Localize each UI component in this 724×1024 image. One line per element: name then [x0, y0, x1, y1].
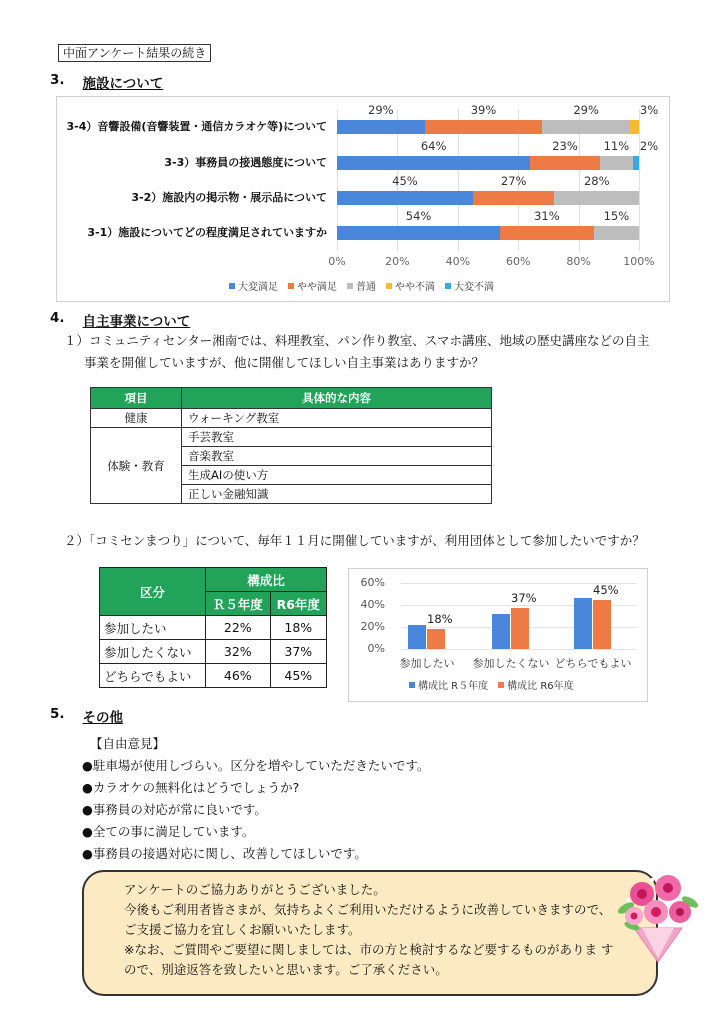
chart-legend — [409, 677, 574, 692]
data-label: 54% — [405, 209, 432, 223]
y-tick-label: 20% — [360, 620, 385, 633]
bar-segment — [594, 226, 639, 240]
bar-segment — [600, 156, 633, 170]
bar-segment — [500, 226, 594, 240]
gridline — [401, 649, 637, 650]
closing-line: ので、別途返答を致したいと思います。ご了承ください。 — [124, 962, 448, 977]
bar-segment — [554, 191, 639, 205]
comment-text: 駐車場が使用しづらい。区分を増やしていただきたいです。 — [92, 758, 430, 773]
x-category-label: 参加したくない — [472, 657, 550, 670]
table2-r5-value: 46% — [206, 664, 271, 688]
table2-header-r5: Ｒ５年度 — [206, 592, 271, 616]
data-label: 15% — [603, 209, 630, 223]
table2-header-category: 区分 — [100, 568, 206, 616]
section3-heading — [50, 72, 163, 92]
bar-segment — [530, 156, 599, 170]
bullet-icon: ● — [82, 846, 93, 861]
data-label: 29% — [368, 103, 394, 117]
event-request-table — [90, 387, 492, 504]
legend-label: 普通 — [356, 282, 376, 293]
legend-swatch — [386, 283, 392, 289]
q1-line2: 事業を開催していますが、他に開催してほしい自主事業はありますか？ — [84, 355, 485, 370]
bullet-icon: ● — [82, 780, 93, 795]
data-label: 45% — [593, 582, 619, 597]
bar-segment — [337, 226, 500, 240]
bar — [408, 625, 426, 649]
legend-label: やや不満 — [395, 282, 435, 293]
table1-category: 健康 — [91, 409, 182, 428]
y-tick-label: 40% — [360, 598, 385, 611]
table1-item: 正しい金融知識 — [182, 485, 492, 504]
section5-heading — [50, 706, 123, 726]
facility-satisfaction-chart — [56, 96, 670, 302]
header-tag: 中面アンケート結果の続き — [58, 44, 211, 62]
bar — [492, 614, 510, 649]
data-label: 64% — [420, 139, 447, 153]
table1-item: 手芸教室 — [182, 428, 492, 447]
comment-item — [82, 799, 429, 821]
x-tick-label: 80% — [566, 255, 591, 268]
legend-item — [347, 278, 376, 293]
comment-text: 事務員の接遇対応に関し、改善してほしいです。 — [92, 846, 367, 861]
comment-text: カラオケの無料化はどうでしょうか? — [92, 780, 300, 795]
question-label: 3-2）施設内の掲示物・展示品について — [131, 191, 327, 204]
data-label: 2% — [639, 139, 659, 153]
comment-text: 事務員の対応が常に良いです。 — [92, 802, 267, 817]
table2-row-label: どちらでもよい — [100, 664, 206, 688]
question-label: 3-1）施設についてどの程度満足されていますか — [87, 226, 327, 239]
comment-list — [82, 755, 429, 865]
x-tick-label: 20% — [385, 255, 410, 268]
data-label: 3% — [639, 103, 659, 117]
comment-item — [82, 821, 429, 843]
comment-item — [82, 755, 429, 777]
bullet-icon: ● — [82, 802, 93, 817]
legend-item — [445, 278, 494, 293]
legend-label: 構成比 R6年度 — [507, 681, 574, 692]
table1-header-content: 具体的な内容 — [182, 388, 492, 409]
table2-r5-value: 32% — [206, 640, 271, 664]
legend-item — [498, 677, 574, 692]
legend-item — [409, 677, 488, 692]
table1-item: 音楽教室 — [182, 447, 492, 466]
table2-r6-value: 45% — [270, 664, 326, 688]
data-label: 28% — [583, 174, 610, 188]
bar — [427, 629, 445, 649]
bar-segment — [425, 120, 543, 134]
bullet-icon: ● — [82, 824, 93, 839]
y-tick-label: 0% — [367, 642, 385, 655]
table2-r5-value: 22% — [206, 616, 271, 640]
legend-label: やや満足 — [297, 282, 337, 293]
legend-swatch — [229, 283, 235, 289]
table1-item: ウォーキング教室 — [182, 409, 492, 428]
data-label: 37% — [511, 591, 537, 606]
bar-segment — [633, 156, 639, 170]
table2-header-group: 構成比 — [206, 568, 327, 592]
closing-line: ご支援ご協力を宜しくお願いいたします。 — [124, 922, 361, 937]
section4-number: 4. — [50, 310, 65, 326]
x-tick-label: 60% — [505, 255, 531, 268]
free-opinion-heading: 【自由意見】 — [90, 736, 166, 751]
table2-header-r6: R6年度 — [270, 592, 326, 616]
table2-r6-value: 37% — [270, 640, 326, 664]
section4-heading — [50, 310, 190, 330]
closing-line: 今後もご利用者皆さまが、気持ちよくご利用いただけるように改善していきますので、 — [124, 902, 612, 917]
festival-participation-chart — [348, 568, 648, 702]
data-label: 45% — [392, 174, 418, 188]
bullet-icon: ● — [82, 758, 93, 773]
data-label: 11% — [603, 139, 630, 153]
legend-label: 大変満足 — [238, 282, 278, 293]
section5-number: 5. — [50, 706, 65, 722]
legend-item — [288, 278, 337, 293]
legend-swatch — [347, 283, 353, 289]
legend-swatch — [498, 682, 504, 688]
bar-segment — [337, 191, 473, 205]
table2-row-label: 参加したくない — [100, 640, 206, 664]
legend-swatch — [288, 283, 294, 289]
x-category-label: どちらでもよい — [554, 657, 632, 670]
data-label: 39% — [470, 103, 497, 117]
data-label: 18% — [427, 612, 453, 627]
chart-legend — [229, 278, 494, 293]
legend-swatch — [445, 283, 451, 289]
gridline — [639, 109, 640, 251]
x-tick-label: 40% — [445, 255, 471, 268]
x-tick-label: 0% — [328, 255, 346, 268]
data-label: 31% — [534, 209, 560, 223]
table1-header-item: 項目 — [91, 388, 182, 409]
comment-text: 全ての事に満足しています。 — [92, 824, 255, 839]
closing-line: ※なお、ご質問やご要望に関しましては、市の方と検討するなど要するものがありま す — [124, 942, 614, 957]
x-category-label: 参加したい — [399, 657, 455, 670]
section5-title: その他 — [82, 710, 124, 726]
closing-line: アンケートのご協力ありがとうございました。 — [124, 882, 386, 897]
table1-category: 体験・教育 — [91, 428, 182, 504]
legend-item — [386, 278, 435, 293]
section4-title: 自主事業について — [82, 314, 191, 330]
table1-item: 生成AIの使い方 — [182, 466, 492, 485]
data-label: 27% — [500, 174, 527, 188]
q2-text: ２）「コミセンまつり」について、毎年１１月に開催していますが、利用団体として参加したいですか？ — [64, 533, 645, 548]
q1-text — [64, 330, 650, 374]
question-label: 3-3）事務員の接遇態度について — [164, 156, 327, 169]
section3-number: 3. — [50, 72, 65, 88]
question-label: 3-4）音響設備(音響装置・通信カラオケ等)について — [66, 120, 327, 133]
closing-message — [124, 880, 613, 980]
legend-label: 大変不満 — [454, 282, 494, 293]
data-label: 29% — [573, 103, 599, 117]
flower-bouquet-icon — [612, 868, 704, 964]
bar — [593, 600, 611, 650]
x-tick-label: 100% — [623, 255, 655, 268]
bar-segment — [337, 156, 530, 170]
data-label: 23% — [552, 139, 578, 153]
festival-participation-table — [99, 567, 327, 688]
comment-item — [82, 777, 429, 799]
legend-swatch — [409, 682, 415, 688]
table2-r6-value: 18% — [270, 616, 326, 640]
comment-item — [82, 843, 429, 865]
legend-label: 構成比 R５年度 — [418, 681, 489, 692]
y-tick-label: 60% — [360, 576, 385, 589]
q1-line1: １）コミュニティセンター湘南では、料理教室、パン作り教室、スマホ講座、地域の歴史講座などの自主 — [64, 333, 650, 348]
bar-segment — [630, 120, 639, 134]
table2-row-label: 参加したい — [100, 616, 206, 640]
bar-segment — [473, 191, 555, 205]
bar-segment — [337, 120, 425, 134]
bar — [574, 598, 592, 649]
bar — [511, 608, 529, 649]
legend-item — [229, 278, 278, 293]
section3-title: 施設について — [82, 76, 164, 92]
bar-segment — [542, 120, 630, 134]
closing-message-box — [82, 870, 658, 996]
